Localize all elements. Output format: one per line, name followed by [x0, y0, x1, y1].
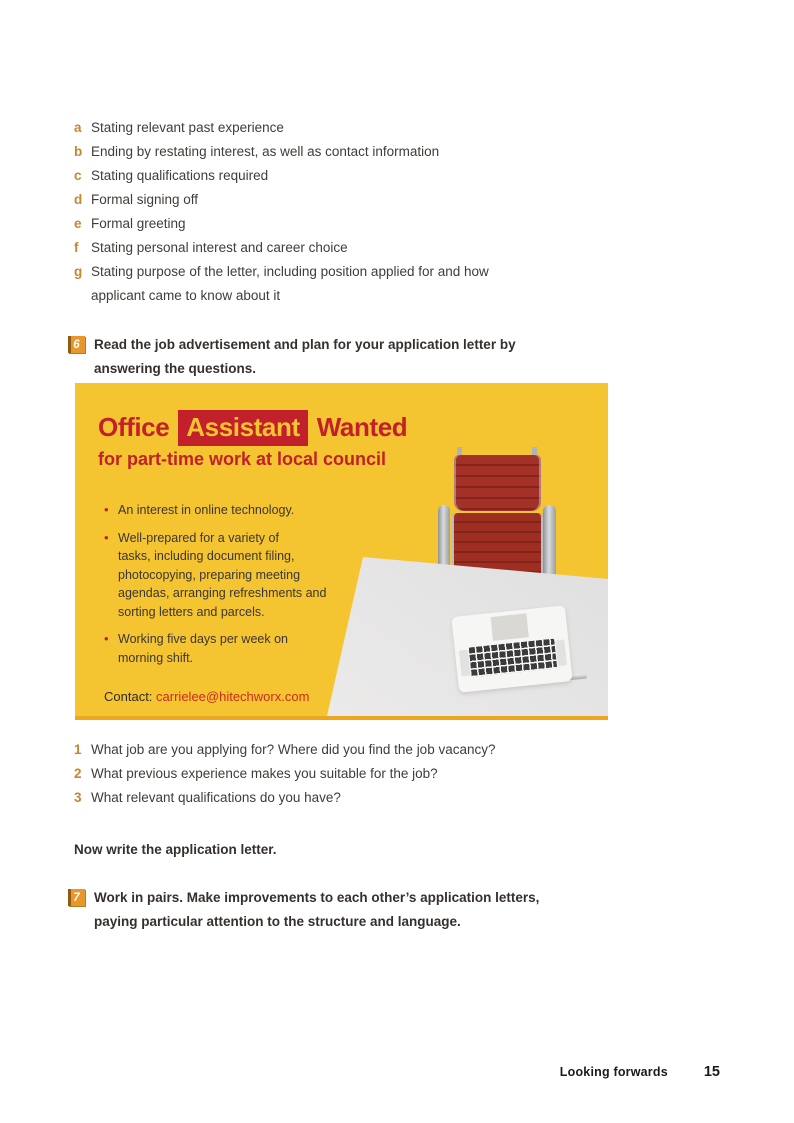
- contact-email: carrielee@hitechworx.com: [156, 689, 310, 704]
- item-text: Ending by restating interest, as well as contact information: [91, 144, 440, 159]
- bullet-line: An interest in online technology.: [118, 503, 295, 517]
- question-item: [74, 786, 619, 810]
- advert-bullet: [104, 501, 366, 520]
- advert-subtitle: for part-time work at local council: [98, 449, 387, 469]
- list-item: [74, 212, 619, 236]
- item-letter: a: [74, 120, 82, 135]
- item-text: Stating relevant past experience: [91, 120, 284, 135]
- list-item: [74, 188, 619, 212]
- job-advertisement: [75, 383, 608, 720]
- instruction-line: Read the job advertisement and plan for your application letter by: [94, 337, 516, 352]
- question-number: 2: [74, 766, 82, 781]
- advert-title-highlight: Assistant: [178, 410, 307, 446]
- bullet-line: Well-prepared for a variety of: [118, 530, 279, 545]
- exercise-instruction: [94, 333, 516, 381]
- list-item: [74, 164, 619, 188]
- advert-bullet: [104, 529, 366, 622]
- advert-bullet: [104, 630, 366, 667]
- advert-title-post: Wanted: [316, 412, 408, 442]
- advert-title: [98, 410, 407, 446]
- bullet-line: morning shift.: [118, 650, 194, 665]
- exercise-6: [68, 333, 628, 381]
- laptop-illustration: [451, 605, 572, 692]
- list-item: [74, 116, 619, 140]
- bullet-line: sorting letters and parcels.: [118, 604, 265, 619]
- item-text: Stating qualifications required: [91, 168, 269, 183]
- footer-section-title: Looking forwards: [559, 1065, 668, 1079]
- question-number: 3: [74, 790, 82, 805]
- item-text-line: Stating purpose of the letter, including position applied for and how: [91, 264, 489, 279]
- bullet-text: [118, 630, 288, 667]
- item-letter: b: [74, 144, 83, 159]
- item-text: [91, 260, 489, 308]
- item-text-line: applicant came to know about it: [91, 288, 281, 303]
- item-letter: c: [74, 168, 82, 183]
- item-letter: f: [74, 240, 79, 255]
- bullet-dot-icon: •: [104, 502, 109, 517]
- list-item: [74, 236, 619, 260]
- chair-headrest: [454, 455, 541, 511]
- footer-page-number: 15: [703, 1064, 720, 1080]
- item-text: Formal signing off: [91, 192, 199, 207]
- page-footer: [560, 1064, 720, 1080]
- letter-list: [74, 116, 619, 308]
- question-text: What relevant qualifications do you have?: [91, 790, 341, 805]
- advert-title-pre: Office: [98, 412, 170, 442]
- list-item: [74, 140, 619, 164]
- question-text: What previous experience makes you suitable for the job?: [91, 766, 438, 781]
- advert-contact: [104, 689, 309, 704]
- advert-bullet-list: [104, 501, 366, 676]
- instruction-line: paying particular attention to the structure and language.: [94, 914, 461, 929]
- laptop-screen: [491, 613, 529, 641]
- exercise-number-badge: 7: [68, 889, 85, 906]
- bullet-line: tasks, including document filing,: [118, 549, 295, 563]
- advert-bottom-strip: [75, 716, 608, 720]
- bullet-dot-icon: •: [104, 631, 109, 646]
- item-letter: d: [74, 192, 83, 207]
- bullet-text: [118, 529, 326, 622]
- exercise-instruction: [94, 886, 539, 934]
- bullet-line: Working five days per week on: [118, 632, 288, 646]
- bullet-dot-icon: •: [104, 529, 109, 545]
- bullet-text: [118, 501, 294, 520]
- item-text: Stating personal interest and career choice: [91, 240, 348, 255]
- bullet-line: agendas, arranging refreshments and: [118, 586, 327, 600]
- laptop-keyboard: [469, 639, 558, 678]
- question-list: [74, 738, 619, 810]
- contact-label: Contact:: [104, 689, 153, 704]
- instruction-line: Work in pairs. Make improvements to each other’s application letters,: [94, 890, 540, 905]
- exercise-number-badge: 6: [68, 336, 85, 353]
- list-item: [74, 260, 619, 308]
- exercise-7: [68, 886, 628, 934]
- laptop-speaker-strip: [555, 639, 567, 666]
- item-letter: g: [74, 264, 83, 279]
- bullet-line: photocopying, preparing meeting: [118, 567, 301, 582]
- question-item: [74, 738, 619, 762]
- item-letter: e: [74, 216, 82, 231]
- instruction-line: answering the questions.: [94, 361, 257, 376]
- question-item: [74, 762, 619, 786]
- item-text: Formal greeting: [91, 216, 186, 231]
- now-write-instruction: Now write the application letter.: [74, 842, 277, 857]
- question-number: 1: [74, 742, 82, 757]
- question-text: What job are you applying for? Where did you find the job vacancy?: [91, 742, 496, 757]
